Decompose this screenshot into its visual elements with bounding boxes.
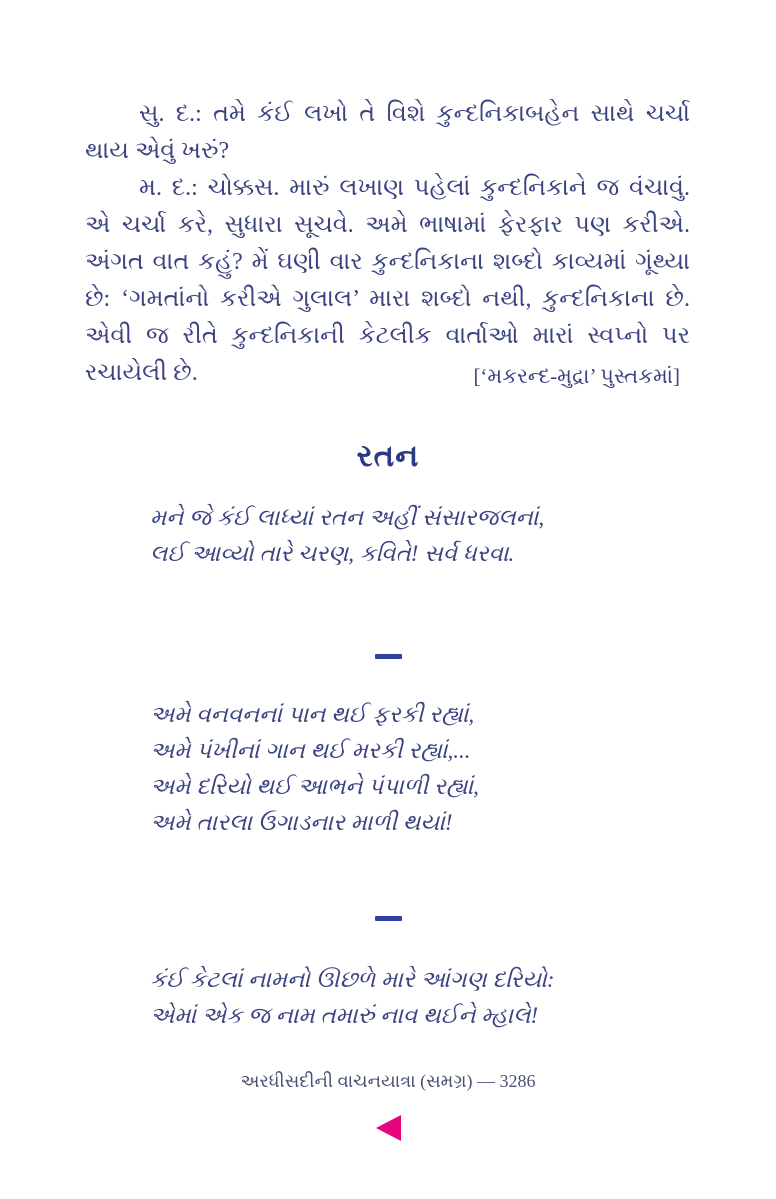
poem-line: એમાં એક જ નામ તમારું નાવ થઈને મ્હાલે! (150, 1003, 539, 1028)
poem-line: અમે વનવનનાં પાન થઈ ફરકી રહ્યાં, (150, 702, 475, 727)
stanza-divider-dash (375, 654, 402, 659)
previous-page-triangle-icon[interactable] (376, 1115, 401, 1141)
dialogue-paragraph-question: સુ. દ.: તમે કંઈ લખો તે વિશે કુન્દનિકાબહેન સાથે ચર્ચા થાય એવું ખરું? (85, 101, 690, 164)
dialogue-block (85, 96, 690, 392)
page-footer-book-title-and-page-number: અરધીસદીની વાચનયાત્રા (સમગ્ર) — 3286 (240, 1071, 536, 1091)
poem-line: અમે પંખીનાં ગાન થઈ મરકી રહ્યાં,... (150, 738, 471, 763)
poem-title: રતન (356, 438, 420, 473)
poem-stanza-1 (150, 500, 544, 572)
source-attribution: [‘મકરન્દ-મુદ્રા’ પુસ્તકમાં] (473, 364, 680, 388)
poem-line: લઈ આવ્યો તારે ચરણ, કવિતે! સર્વ ધરવા. (150, 541, 515, 566)
poem-line: અમે દરિયો થઈ આભને પંપાળી રહ્યાં, (150, 774, 479, 799)
poem-line: કંઈ કેટલાં નામનો ઊછળે મારે આંગણ દરિયો: (150, 967, 555, 992)
dialogue-paragraph-answer: મ. દ.: ચોક્કસ. મારું લખાણ પહેલાં કુન્દનિકાને જ વંચાવું. એ ચર્ચા કરે, સુધારા સૂચવે. અમે ભાષામાં ફેરફાર પણ કરીએ. અંગત વાત કહું? મેં ઘણી વાર કુન્દનિકાના શબ્દો કાવ્યમાં ગૂંથ્યા છે: ‘ગમતાંનો કરીએ ગુલાલ’ મારા શબ્દો નથી, કુન્દનિકાના છે. એવી જ રીતે કુન્દનિકાની કેટલીક વાર્તાઓ મારાં સ્વપ્નો પર રચાયેલી છે. (85, 175, 690, 386)
poem-stanza-2 (150, 697, 479, 841)
stanza-divider-dash (375, 916, 402, 921)
poem-line: અમે તારલા ઉગાડનાર માળી થયાં! (150, 810, 453, 835)
poem-stanza-3 (150, 962, 555, 1034)
poem-line: મને જે કંઈ લાધ્યાં રતન અહીં સંસારજલનાં, (150, 505, 545, 530)
